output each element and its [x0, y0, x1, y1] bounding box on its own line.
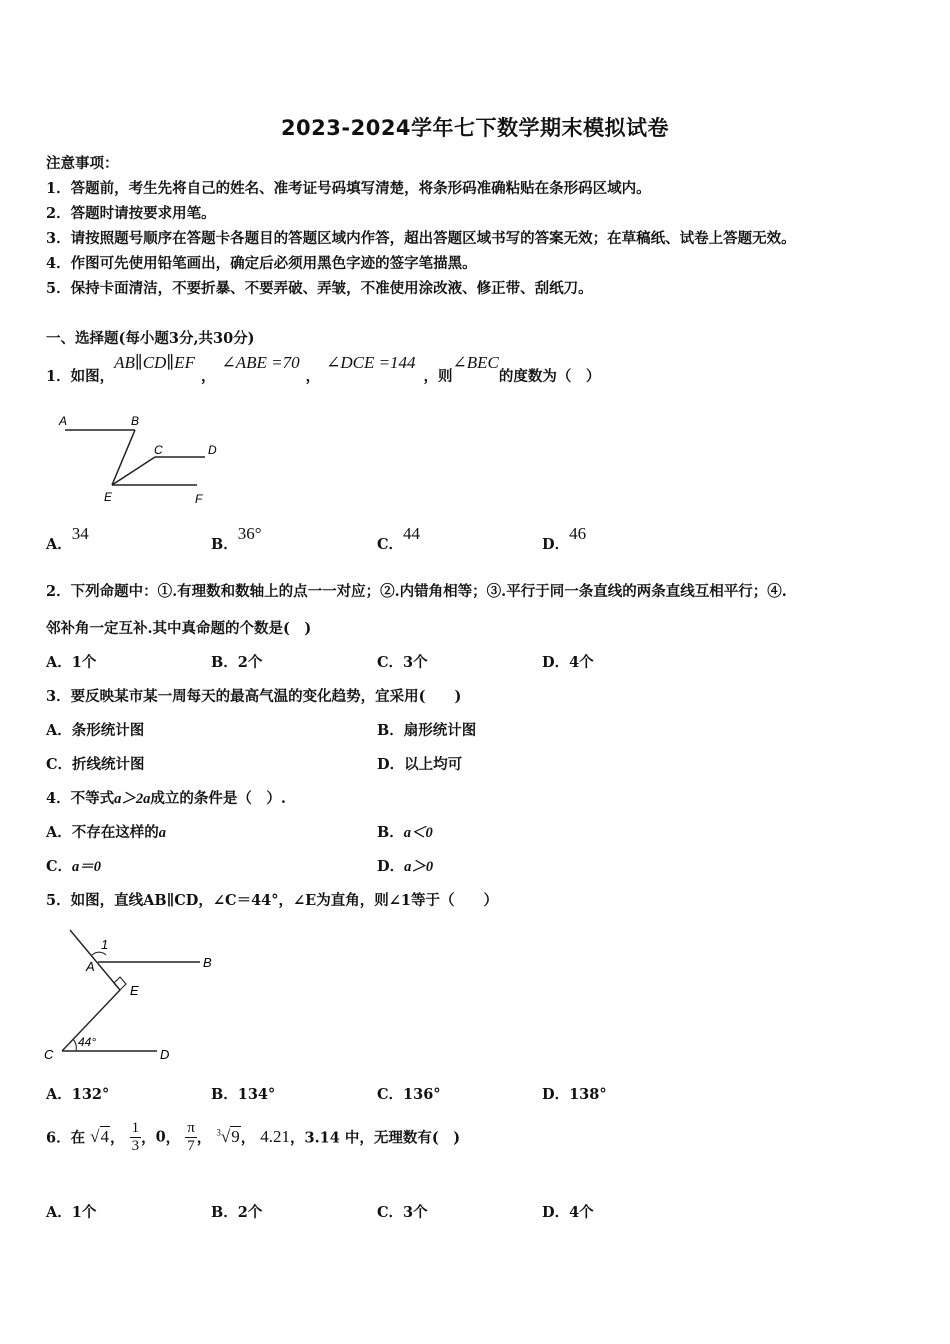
- label-1: 1: [101, 937, 109, 952]
- q1-option-c[interactable]: [377, 524, 421, 554]
- option-value: a＜0: [403, 825, 433, 841]
- q1-expr3: ∠DCE =144: [326, 353, 416, 372]
- question-5: 5．如图，直线AB∥CD，∠C＝44°，∠E为直角，则∠1等于（ ）: [46, 892, 498, 909]
- question-3: 3．要反映某市某一周每天的最高气温的变化趋势，宜采用( ): [46, 688, 462, 705]
- comma: ，: [290, 1129, 305, 1147]
- numerator: 1: [131, 1120, 140, 1136]
- notice-item: 5．保持卡面清洁，不要折暴、不要弄破、弄皱，不准使用涂改液、修正带、刮纸刀。: [46, 280, 593, 297]
- q4-text-pre: 4．不等式: [46, 790, 115, 807]
- label-e: E: [104, 490, 113, 504]
- option-value: a: [158, 825, 166, 841]
- q2-option-b[interactable]: B．2个: [211, 654, 263, 671]
- notice-item: 4．作图可先使用铅笔画出，确定后必须用黑色字迹的签字笔描黑。: [46, 255, 477, 272]
- radicand: 4: [100, 1127, 109, 1146]
- option-letter: D．: [377, 858, 405, 875]
- q4-option-a[interactable]: [46, 821, 166, 842]
- label-angle: 44°: [78, 1035, 97, 1049]
- comma: ，: [165, 1129, 181, 1147]
- section-heading: 一、选择题(每小题3分,共30分): [46, 330, 255, 347]
- q1-sep: ，: [305, 368, 321, 385]
- q2-option-c[interactable]: C．3个: [377, 654, 428, 671]
- option-value: 34: [71, 524, 89, 543]
- option-value: a＝0: [72, 859, 102, 875]
- q4-option-b[interactable]: [377, 821, 433, 842]
- page-title: 2023-2024学年七下数学期末模拟试卷: [280, 116, 670, 140]
- label-b: B: [131, 414, 140, 428]
- question-1: [46, 352, 601, 385]
- root-index: 3: [216, 1127, 221, 1138]
- numerator: π: [187, 1120, 195, 1136]
- option-value: 46: [569, 524, 587, 543]
- q6-sqrt4: √4: [90, 1127, 109, 1146]
- q1-sep: ，: [200, 368, 216, 385]
- q6-frac-1-3: [130, 1120, 142, 1154]
- angle-1-arc: [92, 952, 106, 955]
- q2-option-a[interactable]: A．1个: [46, 654, 97, 671]
- label-a: A: [86, 959, 95, 974]
- q1-option-b[interactable]: [211, 524, 262, 554]
- q3-option-a[interactable]: A．条形统计图: [46, 722, 145, 739]
- q5-option-d[interactable]: D．138°: [542, 1086, 607, 1103]
- q6-option-b[interactable]: B．2个: [211, 1204, 263, 1221]
- question-4: [46, 787, 286, 808]
- q6-option-c[interactable]: C．3个: [377, 1204, 428, 1221]
- option-letter: B．: [377, 824, 404, 841]
- option-value: a＞0: [404, 859, 434, 875]
- angle-c-arc: [73, 1039, 76, 1051]
- option-value: 44: [403, 524, 421, 543]
- label-d: D: [160, 1047, 170, 1062]
- question-2-line1: 2．下列命题中：①.有理数和数轴上的点一一对应；②.内错角相等；③.平行于同一条直线的两条直线互相平行；④.: [46, 583, 787, 600]
- question-6: [46, 1120, 460, 1154]
- label-a: A: [59, 414, 68, 428]
- q6-option-d[interactable]: D．4个: [542, 1204, 594, 1221]
- q6-cbrt9: $^3$√9: [216, 1127, 240, 1146]
- radicand: 9: [231, 1127, 240, 1146]
- q5-option-c[interactable]: C．136°: [377, 1086, 441, 1103]
- option-letter: C．: [377, 536, 404, 553]
- right-angle-mark: [114, 977, 126, 990]
- option-letter: A．: [46, 536, 72, 553]
- comma: ，: [196, 1129, 212, 1147]
- q1-mid: ，则: [423, 368, 453, 385]
- q6-tail: 3.14 中，无理数有( ): [304, 1129, 461, 1147]
- notice-item: 2．答题时请按要求用笔。: [46, 205, 216, 222]
- q4-option-c[interactable]: [46, 855, 101, 876]
- option-value: 36°: [237, 524, 262, 543]
- q1-expr4: ∠BEC: [452, 353, 499, 372]
- q4-option-d[interactable]: [377, 855, 433, 876]
- q6-repeating-decimal: 4.21: [260, 1127, 291, 1146]
- q3-option-c[interactable]: C．折线统计图: [46, 756, 145, 773]
- q4-text-post: 成立的条件是（ ）.: [150, 790, 286, 807]
- q1-figure: [55, 410, 230, 510]
- q5-figure: [40, 925, 230, 1070]
- denominator: 7: [187, 1137, 195, 1154]
- label-f: F: [195, 492, 203, 506]
- label-b: B: [203, 955, 212, 970]
- q1-expr2: ∠ABE =70: [221, 353, 300, 372]
- option-letter: A．不存在这样的: [46, 824, 159, 841]
- option-letter: D．: [542, 536, 570, 553]
- label-c: C: [154, 443, 163, 457]
- q1-prefix: 1．如图，: [46, 368, 115, 385]
- q2-option-d[interactable]: D．4个: [542, 654, 594, 671]
- q4-expr: a＞2a: [114, 791, 151, 807]
- notice-item: 3．请按照题号顺序在答题卡各题目的答题区域内作答，超出答题区域书写的答案无效；在草稿纸、试卷上答题无效。: [46, 230, 796, 247]
- option-letter: B．: [211, 536, 238, 553]
- option-letter: C．: [46, 858, 73, 875]
- notice-heading: 注意事项：: [46, 155, 119, 172]
- question-2-line2: 邻补角一定互补.其中真命题的个数是( ): [46, 620, 312, 637]
- q5-option-a[interactable]: A．132°: [46, 1086, 110, 1103]
- q1-expr1: AB∥CD∥EF: [114, 353, 195, 372]
- q3-option-b[interactable]: B．扇形统计图: [377, 722, 477, 739]
- q3-option-d[interactable]: D．以上均可: [377, 756, 463, 773]
- label-c: C: [44, 1047, 54, 1062]
- label-d: D: [208, 443, 217, 457]
- label-e: E: [130, 983, 139, 998]
- q6-zero: 0: [155, 1128, 166, 1146]
- q1-option-d[interactable]: [542, 524, 587, 554]
- comma: ，: [240, 1129, 256, 1147]
- line-through-a: [70, 930, 120, 990]
- q1-option-a[interactable]: [46, 524, 89, 554]
- q1-suffix: 的度数为（ ）: [498, 368, 601, 385]
- q6-frac-pi-7: [185, 1120, 197, 1154]
- q6-option-a[interactable]: A．1个: [46, 1204, 97, 1221]
- comma: ，: [141, 1129, 156, 1147]
- q5-option-b[interactable]: B．134°: [211, 1086, 276, 1103]
- q6-prefix: 6．在: [46, 1129, 86, 1147]
- comma: ，: [110, 1129, 125, 1147]
- notice-item: 1．答题前，考生先将自己的姓名、准考证号码填写清楚，将条形码准确粘贴在条形码区域内。: [46, 180, 651, 197]
- denominator: 3: [131, 1137, 140, 1154]
